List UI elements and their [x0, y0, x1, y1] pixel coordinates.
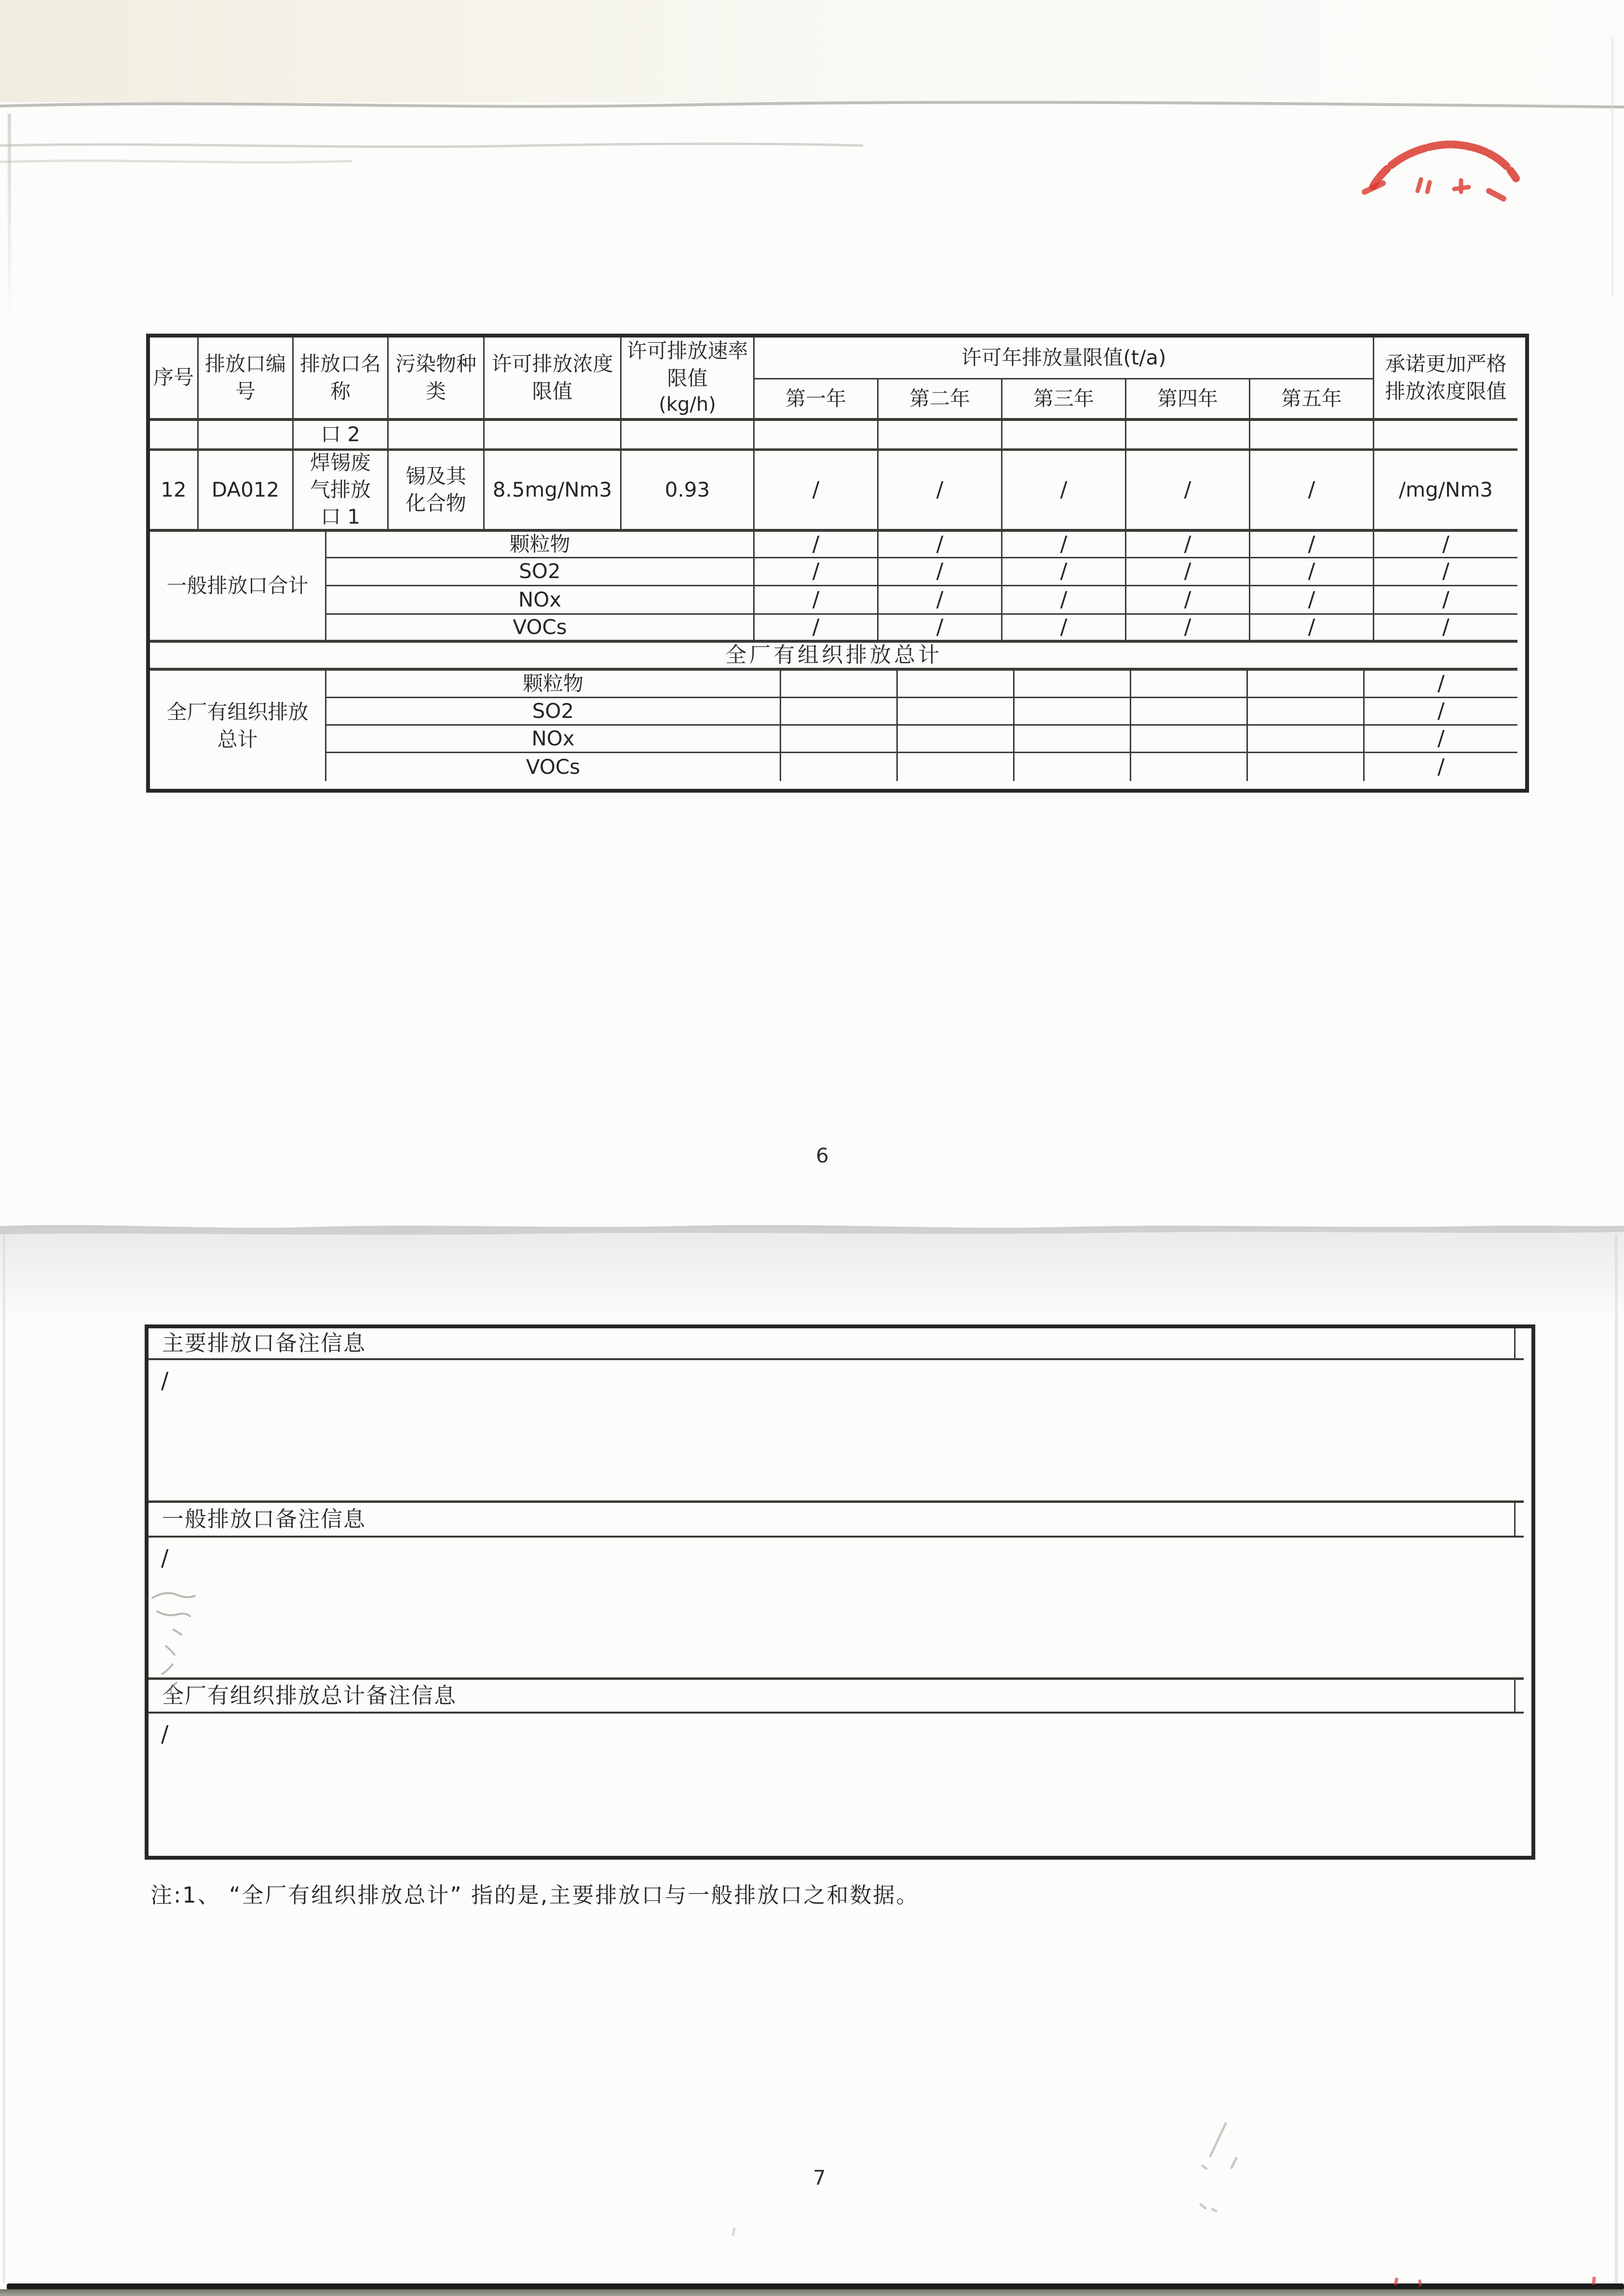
plant-pollutant-so2: SO2 — [326, 698, 781, 726]
general-vocs-year3: / — [1002, 615, 1126, 643]
general-vocs-year5: / — [1250, 615, 1374, 643]
empty-cell — [485, 421, 622, 451]
emission-limits-table — [146, 334, 1529, 793]
footnote: 注:1、 “全厂有组织排放总计” 指的是,主要排放口与一般排放口之和数据。 — [150, 1882, 920, 1908]
header-stricter-commit: 承诺更加严格排放浓度限值 — [1374, 338, 1517, 421]
empty-cell — [898, 671, 1015, 698]
empty-cell — [1131, 726, 1248, 753]
general-so2-year5: / — [1250, 558, 1374, 586]
empty-cell — [898, 753, 1015, 781]
scan-top-shading — [0, 0, 1624, 102]
general-pollutant-vocs: VOCs — [326, 615, 755, 643]
row12-stricter: /mg/Nm3 — [1374, 451, 1517, 532]
page-number-6: 6 — [816, 1144, 829, 1167]
remark-main-outlet-content: / — [149, 1360, 1524, 1503]
row12-year3: / — [1002, 451, 1126, 532]
row12-rate-limit: 0.93 — [622, 451, 755, 532]
header-rate-limit-unit: (kg/h) — [659, 393, 716, 416]
red-stamp-icon — [1360, 134, 1533, 202]
empty-cell — [1015, 671, 1131, 698]
general-pollutant-pm: 颗粒物 — [326, 532, 755, 558]
plant-vocs-stricter: / — [1437, 754, 1445, 779]
header-annual-limit: 许可年排放量限值(t/a) — [755, 338, 1374, 379]
general-pollutant-so2: SO2 — [326, 558, 755, 586]
header-conc-limit: 许可排放浓度限值 — [485, 338, 622, 421]
empty-cell — [1248, 671, 1365, 698]
header-pollutant-type: 污染物种类 — [389, 338, 485, 421]
empty-cell — [622, 421, 755, 451]
empty-cell — [1248, 726, 1365, 753]
plant-total-label: 全厂有组织排放总计 — [150, 671, 326, 781]
empty-cell — [781, 698, 898, 726]
remark-general-outlet-title: 一般排放口备注信息 — [149, 1503, 1524, 1538]
header-year-5: 第五年 — [1250, 379, 1374, 421]
general-nox-year5: / — [1250, 586, 1374, 615]
general-so2-year4: / — [1126, 558, 1250, 586]
general-vocs-year1: / — [755, 615, 879, 643]
empty-cell — [389, 421, 485, 451]
empty-cell — [1248, 753, 1365, 781]
row12-year1: / — [755, 451, 879, 532]
row12-year5: / — [1250, 451, 1374, 532]
general-nox-stricter: / — [1374, 586, 1517, 615]
empty-cell — [1250, 421, 1374, 451]
general-vocs-year2: / — [879, 615, 1002, 643]
general-pm-year3: / — [1002, 532, 1126, 558]
header-right-divider — [1514, 1680, 1516, 1714]
header-outlet-name: 排放口名称 — [294, 338, 389, 421]
plant-pollutant-pm: 颗粒物 — [326, 671, 781, 698]
empty-cell — [1131, 671, 1248, 698]
empty-cell — [898, 698, 1015, 726]
plant-pollutant-vocs: VOCs — [326, 753, 781, 781]
general-pollutant-nox: NOx — [326, 586, 755, 615]
general-vocs-year4: / — [1126, 615, 1250, 643]
empty-cell — [1002, 421, 1126, 451]
empty-cell — [781, 726, 898, 753]
general-so2-year2: / — [879, 558, 1002, 586]
empty-cell — [1015, 698, 1131, 726]
empty-cell — [1015, 753, 1131, 781]
page7-right-edge — [1615, 1234, 1618, 2283]
row12-pollutant: 锡及其化合物 — [389, 451, 485, 532]
header-year-2: 第二年 — [879, 379, 1002, 421]
header-right-divider — [1514, 1503, 1516, 1538]
empty-cell — [781, 671, 898, 698]
row12-year4: / — [1126, 451, 1250, 532]
remark-plant-total-title: 全厂有组织排放总计备注信息 — [149, 1680, 1524, 1714]
remarks-table — [145, 1324, 1535, 1860]
empty-cell — [150, 421, 199, 451]
general-nox-year3: / — [1002, 586, 1126, 615]
empty-cell — [1248, 698, 1365, 726]
scan-bottom-band — [0, 2289, 1624, 2296]
general-so2-year1: / — [755, 558, 879, 586]
general-so2-stricter: / — [1374, 558, 1517, 586]
plant-pm-stricter: / — [1365, 671, 1517, 698]
row12-outlet-no: DA012 — [199, 451, 294, 532]
header-right-divider — [1514, 1328, 1516, 1360]
general-pm-year4: / — [1126, 532, 1250, 558]
empty-cell — [781, 753, 898, 781]
page-left-edge-shadow — [8, 114, 11, 321]
empty-cell — [1374, 421, 1517, 451]
plant-nox-stricter: / — [1365, 726, 1517, 753]
general-nox-year1: / — [755, 586, 879, 615]
empty-cell — [1131, 753, 1248, 781]
tear-soft-shadow — [0, 1229, 1624, 1320]
empty-cell — [898, 726, 1015, 753]
empty-cell — [1131, 698, 1248, 726]
header-rate-limit-label: 许可排放速率限值 — [626, 339, 748, 390]
general-pm-year2: / — [879, 532, 1002, 558]
faint-mark — [731, 2228, 735, 2237]
empty-cell — [755, 421, 879, 451]
empty-cell — [879, 421, 1002, 451]
general-total-label: 一般排放口合计 — [150, 532, 326, 643]
row12-conc-limit: 8.5mg/Nm3 — [485, 451, 622, 532]
page6-right-edge — [1611, 37, 1613, 297]
header-year-3: 第三年 — [1002, 379, 1126, 421]
row12-year2: / — [879, 451, 1002, 532]
general-pm-stricter: / — [1374, 532, 1517, 558]
pencil-scribble — [144, 1587, 230, 1703]
page-number-7: 7 — [813, 2166, 826, 2189]
header-rate-limit — [622, 338, 755, 421]
header-seq: 序号 — [150, 338, 199, 421]
header-outlet-no: 排放口编号 — [199, 338, 294, 421]
page7-left-edge — [3, 1234, 5, 2283]
empty-cell — [1015, 726, 1131, 753]
header-year-1: 第一年 — [755, 379, 879, 421]
remark-main-outlet-title: 主要排放口备注信息 — [149, 1328, 1524, 1360]
plant-so2-stricter: / — [1365, 698, 1517, 726]
row12-seq: 12 — [150, 451, 199, 532]
empty-cell — [199, 421, 294, 451]
general-vocs-stricter: / — [1374, 615, 1517, 643]
header-year-4: 第四年 — [1126, 379, 1250, 421]
row12-outlet-name: 焊锡废气排放口 1 — [294, 451, 389, 532]
general-so2-year3: / — [1002, 558, 1126, 586]
general-pm-year5: / — [1250, 532, 1374, 558]
empty-cell — [1126, 421, 1250, 451]
remark-general-outlet-content: / — [149, 1538, 1524, 1680]
red-speck — [1418, 2280, 1422, 2287]
carryover-outlet-name: 口 2 — [294, 421, 389, 451]
plant-pollutant-nox: NOx — [326, 726, 781, 753]
plant-total-banner: 全厂有组织排放总计 — [150, 643, 1517, 671]
general-pm-year1: / — [755, 532, 879, 558]
faint-pencil-marks — [1191, 2118, 1263, 2219]
general-nox-year2: / — [879, 586, 1002, 615]
remark-plant-total-content: / — [161, 1721, 169, 1747]
general-nox-year4: / — [1126, 586, 1250, 615]
